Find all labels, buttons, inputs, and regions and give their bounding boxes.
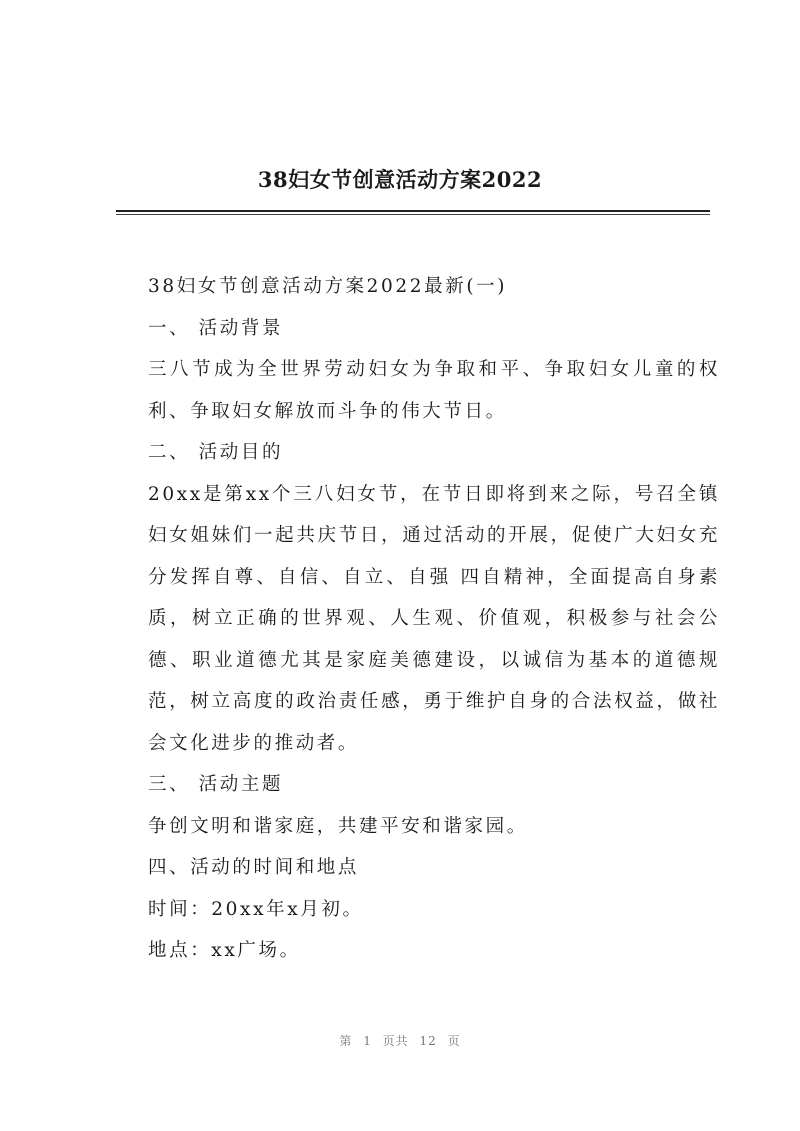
section-heading: 二、 活动目的 bbox=[148, 442, 284, 463]
title-divider bbox=[116, 210, 710, 212]
section-heading: 一、 活动背景 bbox=[148, 317, 284, 339]
section-heading: 38妇女节创意活动方案2022最新(一) bbox=[148, 276, 508, 297]
section-heading: 四、活动的时间和地点 bbox=[148, 857, 360, 878]
page-number: 第 1 页共 12 页 bbox=[339, 1034, 461, 1048]
document-body bbox=[108, 266, 720, 972]
section-heading: 三、 活动主题 bbox=[148, 774, 284, 795]
paragraph: 时间：20xx年x月初。 bbox=[148, 898, 364, 920]
paragraph: 三八节成为全世界劳动妇女为争取和平、争取妇女儿童的权利、争取妇女解放而斗争的伟大节日。 bbox=[148, 359, 720, 422]
paragraph: 地点：xx广场。 bbox=[148, 940, 301, 961]
title-divider-thin bbox=[116, 214, 710, 215]
paragraph: 20xx是第xx个三八妇女节，在节日即将到来之际，号召全镇妇女姐妹们一起共庆节日，通过活动的开展，促使广大妇女充分发挥自尊、自信、自立、自强 四自精神，全面提高自身素质，树立正确的世界观、人生观、价值观，积极参与社会公德、职业道德尤其是家庭美德建设，以诚信为基本的道德规范，树立高度的政治责任感，勇于维护自身的合法权益，做社会文化进步的推动者。 bbox=[148, 483, 720, 754]
document-title: 38妇女节创意活动方案2022 bbox=[257, 167, 543, 192]
paragraph: 争创文明和谐家庭，共建平安和谐家园。 bbox=[148, 815, 528, 837]
